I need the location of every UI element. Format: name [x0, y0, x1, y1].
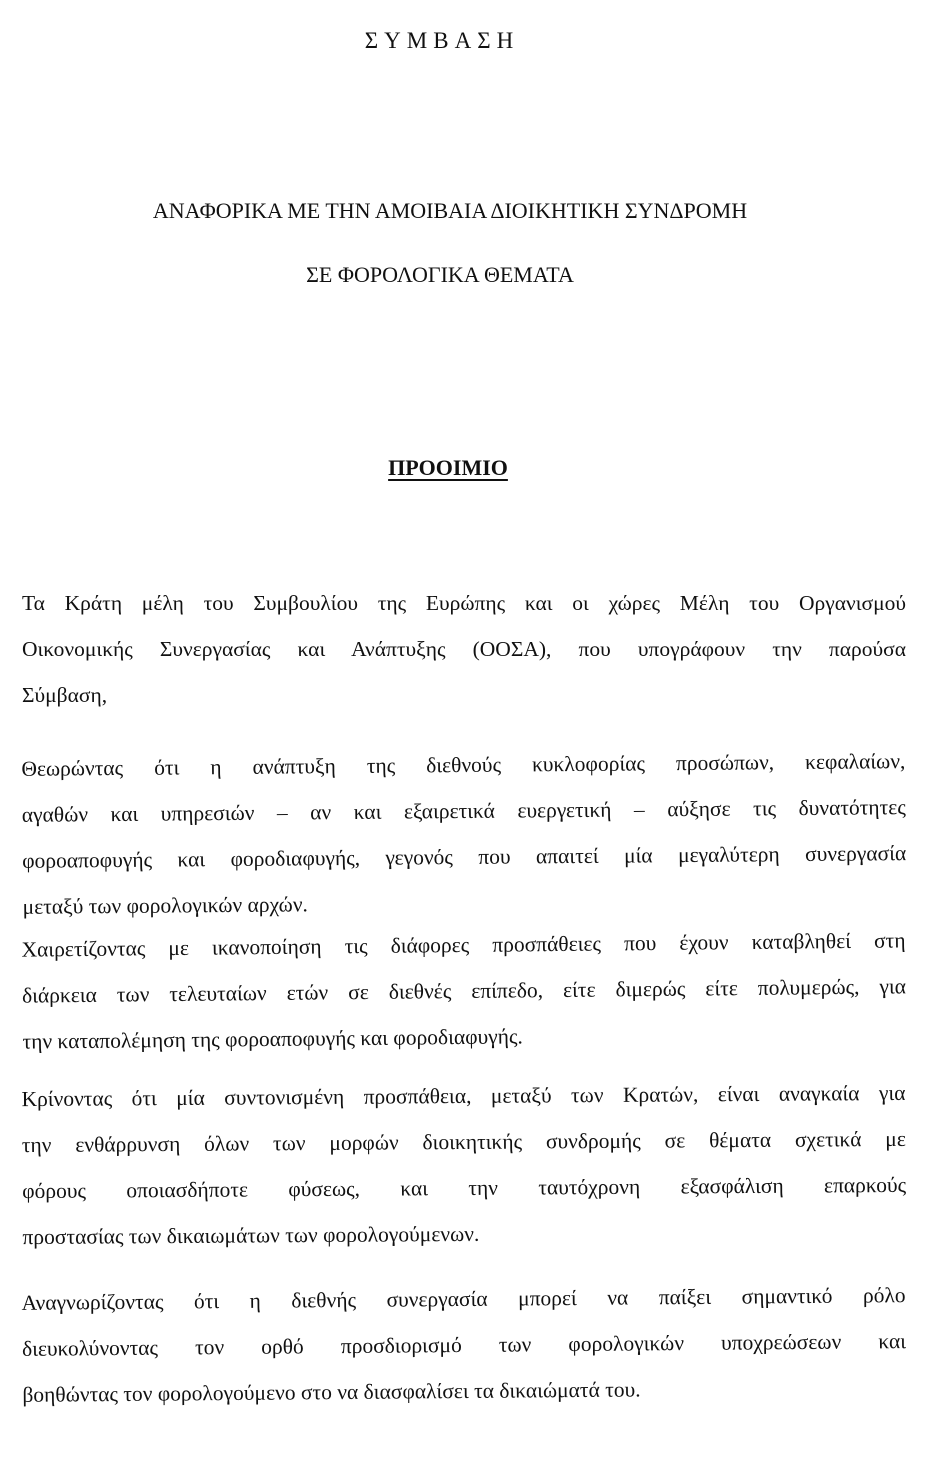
paragraph-line: Τα Κράτη μέλη του Συμβουλίου της Ευρώπης και οι χώρες Μέλη του Οργανισμού [22, 591, 906, 615]
paragraph [22, 580, 906, 718]
document-title: ΣΥΜΒΑΣΗ [364, 28, 520, 53]
paragraph-line: την καταπολέμηση της φοροαποφυγής και φοροδιαφυγής. [22, 1024, 523, 1054]
document-subtitle-line1: ΑΝΑΦΟΡΙΚΑ ΜΕ ΤΗΝ ΑΜΟΙΒΑΙΑ ΔΙΟΙΚΗΤΙΚΗ ΣΥΝΔΡΟΜΗ [152, 198, 748, 223]
paragraph-line: Χαιρετίζοντας με ικανοποίηση τις διάφορες προσπάθειες που έχουν καταβληθεί στη [21, 928, 906, 962]
paragraph-line: μεταξύ των φορολογικών αρχών. [22, 892, 308, 919]
paragraph [21, 917, 906, 1064]
paragraph-line: Σύμβαση, [22, 683, 108, 707]
paragraph-line: αγαθών και υπηρεσιών – αν και εξαιρετικά ευεργετική – αύξησε τις δυνατότητες [21, 795, 906, 827]
paragraph [21, 1070, 906, 1260]
paragraph [21, 1272, 906, 1418]
paragraph-line: την ενθάρρυνση όλων των μορφών διοικητικής συνδρομής σε θέματα σχετικά με [21, 1126, 906, 1158]
paragraph-line: διάρκεια των τελευταίων ετών σε διεθνές επίπεδο, είτε διμερώς είτε πολυμερώς, για [21, 974, 907, 1008]
paragraph-line: φόρους οποιασδήποτε φύσεως, και την ταυτόχρονη εξασφάλιση επαρκούς [22, 1172, 907, 1204]
paragraph-line: διευκολύνοντας τον ορθό προσδιορισμό των φορολογικών υποχρεώσεων και [21, 1329, 907, 1361]
section-heading: ΠΡΟΟΙΜΙΟ [388, 455, 508, 480]
paragraph-line: Οικονομικής Συνεργασίας και Ανάπτυξης (ΟΟΣΑ), που υπογράφουν την παρούσα [22, 637, 906, 661]
paragraph-line: προστασίας των δικαιωμάτων των φορολογούμενων. [22, 1221, 480, 1250]
paragraph-line: φοροαποφυγής και φοροδιαφυγής, γεγονός που απαιτεί μία μεγαλύτερη συνεργασία [22, 841, 907, 873]
document-subtitle-line2: ΣΕ ΦΟΡΟΛΟΓΙΚΑ ΘΕΜΑΤΑ [306, 262, 574, 287]
paragraph-line: Αναγνωρίζοντας ότι η διεθνής συνεργασία μπορεί να παίξει σημαντικό ρόλο [21, 1283, 906, 1315]
paragraph-line: Θεωρώντας ότι η ανάπτυξη της διεθνούς κυκλοφορίας προσώπων, κεφαλαίων, [21, 749, 906, 781]
paragraph-line: Κρίνοντας ότι μία συντονισμένη προσπάθεια, μεταξύ των Κρατών, είναι αναγκαία για [21, 1080, 906, 1112]
paragraph [21, 738, 907, 930]
paragraph-line: βοηθώντας τον φορολογούμενο στο να διασφαλίσει τα δικαιώματά του. [22, 1377, 641, 1407]
